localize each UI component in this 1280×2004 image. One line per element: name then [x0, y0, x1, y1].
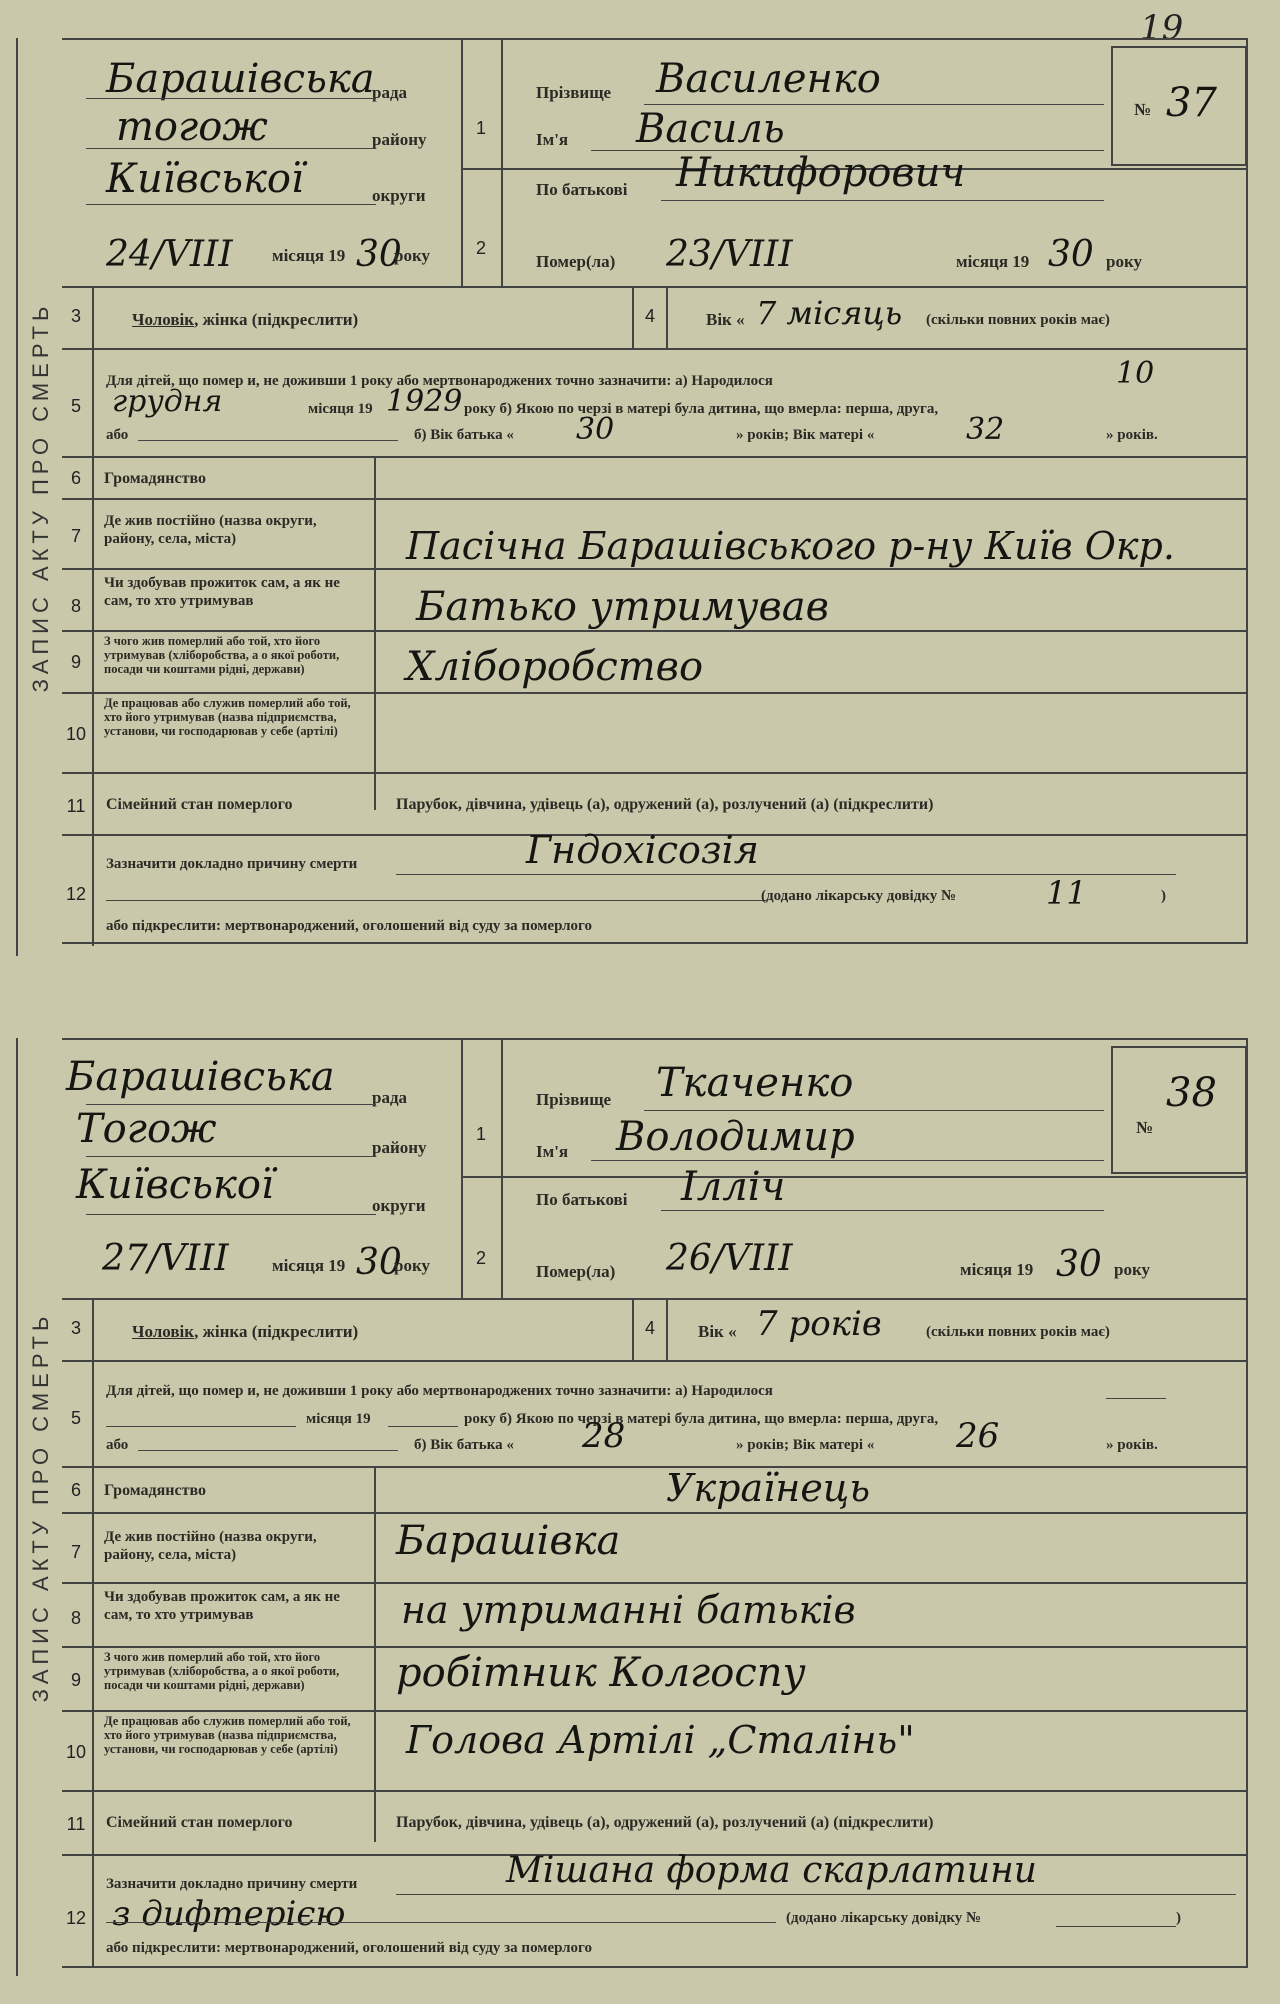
patronymic-value: Ілліч [681, 1164, 786, 1210]
reg-month-label: місяця 19 [272, 246, 346, 265]
name-label: Ім'я [536, 130, 569, 149]
source-value: робітник Колгоспу [396, 1650, 806, 1696]
death-month-label: місяця 19 [960, 1260, 1034, 1279]
side-title: ЗАПИС АКТУ ПРО СМЕРТЬ [28, 1311, 53, 1703]
mother-age-label: » років; Вік матері « [736, 427, 875, 443]
father-age-label: б) Вік батька « [414, 427, 514, 443]
stillborn-label: або підкреслити: мертвонароджений, оголошений від суду за померлого [106, 1940, 592, 1956]
age-value: 7 років [756, 1304, 882, 1344]
cause-value: Мішана форма скарлатини [506, 1850, 1037, 1891]
surname-value: Ткаченко [656, 1060, 854, 1106]
okruha-value: Київської [76, 1162, 274, 1208]
death-year-label: року [1106, 252, 1143, 271]
workplace-label: Де працював або служив померлий або той, хто його утримував (назва підприємства, установи, чи господарював у себе (артілі) [104, 1714, 351, 1756]
cause-value: Гндохісозія [526, 828, 759, 872]
medical-cert-label: (додано лікарську довідку № [786, 1910, 982, 1926]
livelihood-label: Чи здобував прожиток сам, а як не сам, то хто утримував [104, 575, 340, 609]
mother-age-value: 32 [966, 412, 1005, 447]
number-label: № [1134, 100, 1152, 119]
children-month-label: місяця 19 [308, 401, 373, 417]
death-year-value: 30 [1048, 234, 1094, 275]
source-value: Хліборобство [406, 644, 704, 690]
medical-cert-value: 11 [1046, 874, 1087, 912]
marital-options: Парубок, дівчина, удівець (а), одружений (а), розлучений (а) (підкреслити) [396, 796, 934, 813]
name-value: Василь [636, 106, 785, 152]
raion-label: району [372, 130, 427, 149]
patronymic-label: По батькові [536, 180, 628, 199]
page-number: 19 [1140, 8, 1184, 48]
okruha-value: Київської [106, 156, 304, 202]
death-date-label: Помер(ла) [536, 252, 616, 271]
children-order-label: року б) Якою по черзі в матері була дитина, що вмерла: перша, друга, [464, 1411, 939, 1427]
age-label: Вік « [706, 310, 745, 329]
rada-value: Барашівська [66, 1054, 335, 1100]
patronymic-value: Никифорович [676, 150, 966, 196]
cause-value-2: з дифтерією [112, 1894, 346, 1934]
record-number: 37 [1166, 80, 1217, 126]
livelihood-label: Чи здобував прожиток сам, а як не сам, то хто утримував [104, 1589, 340, 1623]
name-label: Ім'я [536, 1142, 569, 1161]
record-number: 38 [1166, 1070, 1217, 1116]
raion-label: району [372, 1138, 427, 1157]
father-age-label: б) Вік батька « [414, 1437, 514, 1453]
workplace-label: Де працював або служив померлий або той, хто його утримував (назва підприємства, установи, чи господарював у себе (артілі) [104, 696, 351, 738]
born-month-value: грудня [112, 384, 223, 419]
reg-date-value: 27/VIII [102, 1238, 229, 1279]
children-order-label: року б) Якою по черзі в матері була дитина, що вмерла: перша, друга, [464, 401, 939, 417]
death-year-value: 30 [1056, 1244, 1102, 1285]
rada-label: рада [372, 83, 408, 102]
born-year-value: 1929 [386, 384, 463, 419]
raion-value: Тогож [76, 1106, 217, 1152]
reg-date-value: 24/VIII [106, 234, 233, 275]
children-abo-label: або [106, 1437, 129, 1453]
residence-label: Де жив постійно (назва округи, району, села, міста) [104, 1529, 317, 1563]
age-label: Вік « [698, 1322, 737, 1341]
side-title: ЗАПИС АКТУ ПРО СМЕРТЬ [28, 301, 53, 693]
side-title-panel [16, 38, 64, 956]
side-title-panel [16, 1038, 64, 1976]
death-year-label: року [1114, 1260, 1151, 1279]
residence-value: Пасічна Барашівського р-ну Київ Окр. [406, 524, 1175, 568]
sex-label: Чоловік, жінка (підкреслити) [132, 1322, 359, 1341]
stillborn-label: або підкреслити: мертвонароджений, оголошений від суду за померлого [106, 918, 592, 934]
marital-label: Сімейний стан померлого [106, 1814, 293, 1831]
reg-year-value: 30 [356, 1242, 402, 1283]
source-label: З чого жив померлий або той, хто його утримував (хліборобства, а о якої роботи, посади чи коштами рідні, держави) [104, 1650, 340, 1692]
source-label: З чого жив померлий або той, хто його утримував (хліборобства, а о якої роботи, посади чи коштами рідні, держави) [104, 634, 340, 676]
residence-value: Барашівка [396, 1518, 621, 1564]
mother-age-label: » років; Вік матері « [736, 1437, 875, 1453]
age-tail-label: (скільки повних років має) [926, 1324, 1110, 1340]
workplace-value: Голова Артілі „Сталінь" [406, 1718, 915, 1762]
cause-label: Зазначити докладно причину смерти [106, 856, 358, 872]
livelihood-value: на утриманні батьків [401, 1588, 856, 1632]
citizenship-label: Громадянство [104, 470, 207, 487]
surname-label: Прізвище [536, 83, 612, 102]
father-age-value: 30 [576, 412, 615, 447]
number-label: № [1136, 1118, 1154, 1137]
marital-label: Сімейний стан померлого [106, 796, 293, 813]
rada-value: Барашівська [106, 56, 375, 102]
age-tail-label: (скільки повних років має) [926, 312, 1110, 328]
cause-label: Зазначити докладно причину смерти [106, 1876, 358, 1892]
reg-month-label: місяця 19 [272, 1256, 346, 1275]
okruha-label: округи [372, 186, 426, 205]
surname-value: Василенко [656, 56, 881, 102]
rada-label: рада [372, 1088, 408, 1107]
death-date-value: 26/VIII [666, 1238, 793, 1279]
death-date-value: 23/VIII [666, 234, 793, 275]
born-day-value: 10 [1116, 356, 1155, 391]
children-month-label: місяця 19 [306, 1411, 371, 1427]
okruha-label: округи [372, 1196, 426, 1215]
age-value: 7 місяць [756, 294, 903, 332]
patronymic-label: По батькові [536, 1190, 628, 1209]
sex-label: Чоловік, жінка (підкреслити) [132, 310, 359, 329]
reg-year-value: 30 [356, 234, 402, 275]
father-age-value: 28 [582, 1416, 626, 1456]
children-line1: Для дітей, що помер и, не доживши 1 року або мертвонароджених точно зазначити: а) Народилося [106, 1383, 773, 1399]
death-record-37: ЗАПИС АКТУ ПРО СМЕРТЬ Барашівська рада тогож району Київської округи 24/VIII місяця 19 30 року 1 2 Прізвище Василенко Ім'я Василь По батькові Никифорович № 37 Помер(ла) 23/VIII місяця 19 30 року 3 Чоловік, жінка (підкреслити) 4 Вік « 7 місяць (скільки повних років має) 5 Для дітей, що помер и, не доживши 1 року або мертвонароджених точно зазначити: а) Народилося 10 грудня місяця 19 1929 року б) Якою по черзі в матері була дитина, що вмерла: перша, друга, або б) Вік батька « 30 » років; Вік матері « 32 » років. 6 Громадянство 7 Де жив постійно (назва округи, району, села, міста) Пасічна Барашівського р-ну Київ Окр. 8 Чи здобував прожиток сам, а як не сам, то хто утримував Батько утримував 9 З чого жив померлий або той, хто його утримував (хліборобства, а о якої роботи, посади чи коштами рідні, держави) Хліборобство 10 Де працював або служив померлий або той, хто його утримував (назва підприємства, установи, чи господарював у себе (артілі) 11 Сімейний стан померлого Парубок, дівчина, удівець (а), одружений (а), розлучений (а) (підкреслити) 12 Зазначити докладно причину смерти Гндохісозія (додано лікарську довідку № 11 ) або підкреслити: мертвонароджений, оголошений від суду за померлого [16, 38, 1248, 956]
name-value: Володимир [616, 1114, 855, 1160]
livelihood-value: Батько утримував [416, 584, 829, 630]
children-line1: Для дітей, що помер и, не доживши 1 року або мертвонароджених точно зазначити: а) Народилося [106, 373, 773, 389]
children-abo-label: або [106, 427, 129, 443]
children-end-label: » років. [1106, 427, 1158, 443]
reg-year-label: року [394, 1256, 431, 1275]
death-month-label: місяця 19 [956, 252, 1030, 271]
residence-label: Де жив постійно (назва округи, району, села, міста) [104, 513, 317, 547]
mother-age-value: 26 [956, 1416, 1000, 1456]
citizenship-label: Громадянство [104, 1482, 207, 1499]
citizenship-value: Українець [666, 1466, 871, 1510]
medical-cert-label: (додано лікарську довідку № [761, 888, 957, 904]
raion-value: тогож [116, 104, 268, 150]
children-end-label: » років. [1106, 1437, 1158, 1453]
death-date-label: Помер(ла) [536, 1262, 616, 1281]
surname-label: Прізвище [536, 1090, 612, 1109]
death-record-38: ЗАПИС АКТУ ПРО СМЕРТЬ Барашівська рада Тогож району Київської округи 27/VIII місяця 19 30 року 1 2 Прізвище Ткаченко Ім'я Володимир По батькові Ілліч № 38 Помер(ла) 26/VIII місяця 19 30 року 3 Чоловік, жінка (підкреслити) 4 Вік « 7 років (скільки повних років має) 5 Для дітей, що помер и, не доживши 1 року або мертвонароджених точно зазначити: а) Народилося місяця 19 року б) Якою по черзі в матері була дитина, що вмерла: перша, друга, або б) Вік батька « 28 » років; Вік матері « 26 » років. 6 Громадянство Українець 7 Де жив постійно (назва округи, району, села, міста) Барашівка 8 Чи здобував прожиток сам, а як не сам, то хто утримував на утриманні батьків 9 З чого жив померлий або той, хто його утримував (хліборобства, а о якої роботи, посади чи коштами рідні, держави) робітник Колгоспу 10 Де працював або служив померлий або той, хто його утримував (назва підприємства, установи, чи господарював у себе (артілі) Голова Артілі „Сталінь" 11 Сімейний стан померлого Парубок, дівчина, удівець (а), одружений (а), розлучений (а) (підкреслити) 12 Зазначити докладно причину смерти Мішана форма скарлатини з дифтерією (додано лікарську довідку № ) або підкреслити: мертвонароджений, оголошений від суду за померлого [16, 1038, 1248, 1976]
reg-year-label: року [394, 246, 431, 265]
marital-options: Парубок, дівчина, удівець (а), одружений (а), розлучений (а) (підкреслити) [396, 1814, 934, 1831]
